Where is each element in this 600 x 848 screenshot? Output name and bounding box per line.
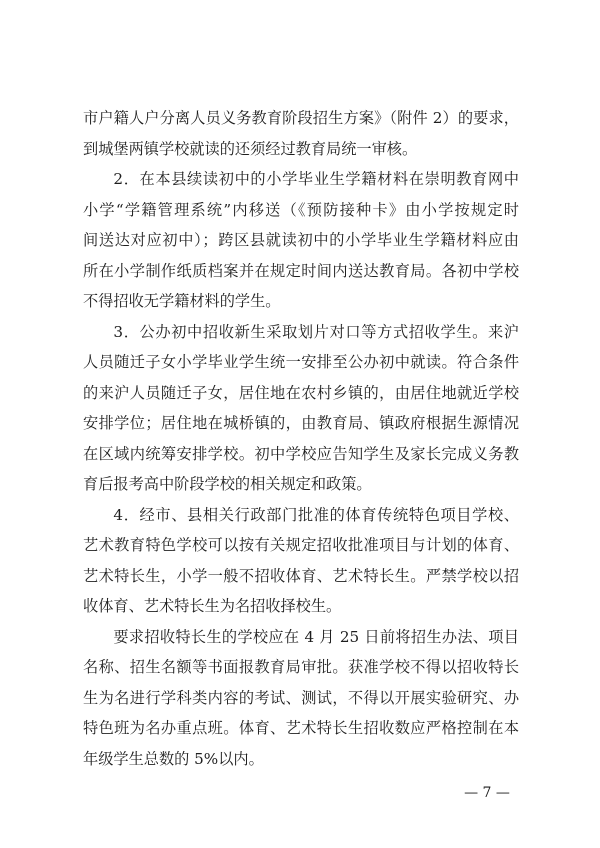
text-line: 生为名进行学科类内容的考试、测试，不得以开展实验研究、办 xyxy=(83,688,519,707)
text-line: 不得招收无学籍材料的学生。 xyxy=(83,292,281,310)
text-line: 收体育、艺术特长生为名招收择校生。 xyxy=(83,597,342,615)
text-line: 市户籍人户分离人员义务教育阶段招生方案》（附件 2）的要求， xyxy=(83,109,519,127)
text-line: 2．在本县续读初中的小学毕业生学籍材料在崇明教育网中 xyxy=(113,170,519,188)
body-text xyxy=(83,103,519,774)
text-line: 名称、招生名额等书面报教育局审批。获准学校不得以招收特长 xyxy=(83,658,519,676)
text-line: 在区域内统筹安排学校。初中学校应告知学生及家长完成义务教 xyxy=(83,444,519,463)
text-line: 人员随迁子女小学毕业学生统一安排至公办初中就读。符合条件 xyxy=(83,353,519,371)
page-number: — 7 — xyxy=(464,785,510,801)
text-line: 安排学位；居住地在城桥镇的，由教育局、镇政府根据生源情况 xyxy=(83,414,519,432)
text-line: 特色班为名办重点班。体育、艺术特长生招收数应严格控制在本 xyxy=(83,719,519,737)
text-line: 育后报考高中阶段学校的相关规定和政策。 xyxy=(83,475,372,493)
text-line: 的来沪人员随迁子女，居住地在农村乡镇的，由居住地就近学校 xyxy=(83,383,519,402)
text-line: 要求招收特长生的学校应在 4 月 25 日前将招生办法、项目 xyxy=(113,627,519,646)
text-line: 到城堡两镇学校就读的还须经过教育局统一审核。 xyxy=(83,139,418,158)
text-line: 小学“学籍管理系统”内移送（《预防接种卡》由小学按规定时 xyxy=(83,200,519,219)
text-line: 3．公办初中招收新生采取划片对口等方式招收学生。来沪 xyxy=(113,322,519,341)
text-line: 艺术特长生，小学一般不招收体育、艺术特长生。严禁学校以招 xyxy=(83,566,519,585)
text-line: 间送达对应初中）；跨区县就读初中的小学毕业生学籍材料应由 xyxy=(83,231,519,249)
text-line: 年级学生总数的 5%以内。 xyxy=(83,749,264,768)
text-line: 艺术教育特色学校可以按有关规定招收批准项目与计划的体育、 xyxy=(83,536,519,554)
text-line: 4．经市、县相关行政部门批准的体育传统特色项目学校、 xyxy=(113,505,519,524)
text-line: 所在小学制作纸质档案并在规定时间内送达教育局。各初中学校 xyxy=(83,261,519,280)
